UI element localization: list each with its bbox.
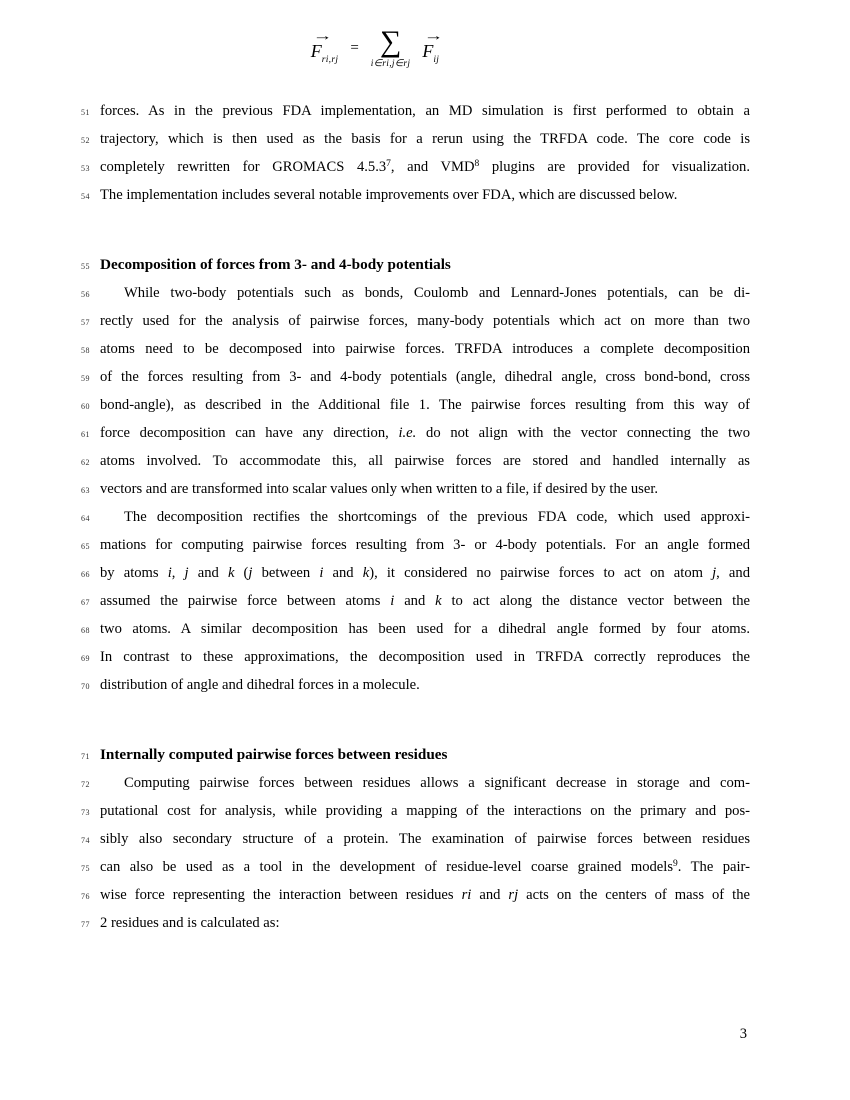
document-body <box>50 97 750 937</box>
line-number: 63 <box>81 486 90 495</box>
text-segment: sibly also secondary structure of a protein. The examination of pairwise forces between residues <box>100 831 750 847</box>
section-heading: Decomposition of forces from 3- and 4-body potentials <box>100 256 451 273</box>
text-line <box>100 391 750 419</box>
text-line <box>100 181 750 209</box>
text-line <box>100 825 750 853</box>
text-segment: vectors and are transformed into scalar values only when written to a file, if desired by the user. <box>100 481 659 497</box>
force-symbol: F <box>310 41 322 61</box>
text-segment: rectly used for the analysis of pairwise forces, many-body potentials which act on more than two <box>100 313 750 329</box>
vector-force-rhs <box>422 28 444 65</box>
page-number: 3 <box>739 1026 747 1042</box>
line-number: 72 <box>81 780 90 789</box>
italic-term: k <box>227 565 235 581</box>
text-row <box>50 853 750 881</box>
line-number: 66 <box>81 570 90 579</box>
text-line <box>100 279 750 307</box>
line-number: 59 <box>81 374 90 383</box>
text-row <box>50 97 750 125</box>
line-number: 67 <box>81 598 90 607</box>
summation <box>371 27 411 69</box>
text-row <box>50 531 750 559</box>
force-subscript: ij <box>433 55 440 65</box>
vector-arrow-icon: → <box>312 28 333 43</box>
text-row <box>50 475 750 503</box>
text-line <box>100 447 750 475</box>
text-segment: of the forces resulting from 3- and 4-body potentials (angle, dihedral angle, cross bond-bond, cross <box>100 369 750 385</box>
line-number: 70 <box>81 682 90 691</box>
text-segment: distribution of angle and dihedral forces in a molecule. <box>100 677 420 693</box>
line-number: 65 <box>81 542 90 551</box>
text-line <box>100 419 750 447</box>
text-line <box>100 797 750 825</box>
text-row <box>50 447 750 475</box>
text-segment: mations for computing pairwise forces resulting from 3- or 4-body potentials. For an angle formed <box>100 537 750 553</box>
line-number: 71 <box>81 752 90 761</box>
text-segment: ), it considered no pairwise forces to act on atom <box>369 565 713 581</box>
text-segment: and <box>471 887 509 903</box>
text-row <box>50 363 750 391</box>
italic-term: ri <box>461 887 472 903</box>
text-segment: acts on the centers of mass of the <box>518 887 750 903</box>
text-line <box>100 769 750 797</box>
heading-row <box>50 251 750 279</box>
italic-term: k <box>435 593 442 609</box>
line-number: 62 <box>81 458 90 467</box>
italic-term: j <box>184 565 189 581</box>
text-line <box>100 615 750 643</box>
text-segment: plugins are provided for visualization. <box>479 159 750 175</box>
line-number: 74 <box>81 836 90 845</box>
text-segment: wise force representing the interaction between residues <box>100 887 462 903</box>
italic-term: i.e. <box>398 425 417 441</box>
text-segment: can also be used as a tool in the development of residue-level coarse grained models <box>100 859 674 875</box>
text-segment: putational cost for analysis, while providing a mapping of the interactions on the primary and pos- <box>100 803 750 819</box>
text-segment: forces. As in the previous FDA implementation, an MD simulation is first performed to obtain a <box>100 103 750 119</box>
line-number: 75 <box>81 864 90 873</box>
line-number: 69 <box>81 654 90 663</box>
text-segment: In contrast to these approximations, the decomposition used in TRFDA correctly reproduces the <box>100 649 750 665</box>
text-line <box>100 503 750 531</box>
text-line <box>100 363 750 391</box>
equals-sign: = <box>350 39 359 56</box>
line-number: 56 <box>81 290 90 299</box>
line-number: 53 <box>81 164 90 173</box>
text-line <box>100 531 750 559</box>
text-line <box>100 153 750 181</box>
text-row <box>50 391 750 419</box>
vector-force-lhs <box>310 28 339 65</box>
text-line <box>100 909 750 937</box>
text-row <box>50 615 750 643</box>
text-segment: between <box>252 565 320 581</box>
text-row <box>50 797 750 825</box>
text-segment: 2 residues and is calculated as: <box>100 915 280 931</box>
text-row <box>50 671 750 699</box>
italic-term: k <box>362 565 370 581</box>
superscript-reference: 8 <box>474 159 480 169</box>
text-row <box>50 335 750 363</box>
text-segment: trajectory, which is then used as the basis for a rerun using the TRFDA code. The core code is <box>100 131 750 147</box>
text-segment: to act along the distance vector between the <box>441 593 750 609</box>
text-row <box>50 587 750 615</box>
text-segment: The implementation includes several notable improvements over FDA, which are discussed below. <box>100 187 678 203</box>
text-segment: , and VMD <box>390 159 475 175</box>
text-line <box>100 671 750 699</box>
text-line <box>100 97 750 125</box>
italic-term: rj <box>508 887 519 903</box>
text-line <box>100 587 750 615</box>
italic-term: j <box>712 565 717 581</box>
line-number: 68 <box>81 626 90 635</box>
text-segment: and <box>394 593 436 609</box>
text-segment: Computing pairwise forces between residues allows a significant decrease in storage and com- <box>124 775 750 791</box>
text-segment: and <box>188 565 228 581</box>
text-segment: ( <box>234 565 249 581</box>
superscript-reference: 9 <box>673 859 678 869</box>
text-segment: While two-body potentials such as bonds, Coulomb and Lennard-Jones potentials, can be di- <box>124 285 750 301</box>
text-line <box>100 475 750 503</box>
line-number: 54 <box>81 192 90 201</box>
text-row <box>50 125 750 153</box>
text-segment: atoms involved. To accommodate this, all pairwise forces are stored and handled internally as <box>100 453 750 469</box>
text-segment: . The pair- <box>677 859 750 875</box>
text-row <box>50 559 750 587</box>
line-number: 58 <box>81 346 90 355</box>
summation-limits: i∈ri,j∈rj <box>370 59 411 69</box>
italic-term: j <box>248 565 253 581</box>
line-number: 61 <box>81 430 90 439</box>
text-line <box>100 335 750 363</box>
text-row <box>50 825 750 853</box>
text-row <box>50 279 750 307</box>
text-row <box>50 769 750 797</box>
line-number: 52 <box>81 136 90 145</box>
text-row <box>50 307 750 335</box>
text-row <box>50 503 750 531</box>
text-segment: by atoms <box>100 565 168 581</box>
text-line <box>100 307 750 335</box>
text-segment: assumed the pairwise force between atoms <box>100 593 391 609</box>
text-line <box>100 881 750 909</box>
text-row <box>50 643 750 671</box>
italic-term: i <box>319 565 324 581</box>
line-number: 51 <box>81 108 90 117</box>
text-segment: , and <box>716 565 750 581</box>
line-number: 76 <box>81 892 90 901</box>
line-number: 73 <box>81 808 90 817</box>
text-line <box>100 125 750 153</box>
sigma-symbol: ∑ <box>379 25 402 58</box>
text-segment: and <box>323 565 363 581</box>
text-segment: bond-angle), as described in the Additional file 1. The pairwise forces resulting from this way of <box>100 397 750 413</box>
line-number: 77 <box>81 920 90 929</box>
text-segment: , <box>171 565 185 581</box>
italic-term: i <box>390 593 395 609</box>
superscript-reference: 7 <box>386 159 391 169</box>
line-number: 55 <box>81 262 90 271</box>
text-segment: completely rewritten for GROMACS 4.5.3 <box>100 159 387 175</box>
text-segment: do not align with the vector connecting the two <box>416 425 750 441</box>
equation-block <box>50 16 700 80</box>
text-segment: The decomposition rectifies the shortcomings of the previous FDA code, which used approxi- <box>124 509 750 525</box>
text-row <box>50 153 750 181</box>
force-subscript: ri,rj <box>321 55 339 65</box>
line-number: 57 <box>81 318 90 327</box>
text-row <box>50 881 750 909</box>
text-row <box>50 909 750 937</box>
vector-arrow-icon: → <box>424 28 444 43</box>
italic-term: i <box>167 565 172 581</box>
text-line <box>100 643 750 671</box>
force-symbol: F <box>422 41 434 61</box>
heading-row <box>50 741 750 769</box>
text-line <box>100 559 750 587</box>
line-number: 64 <box>81 514 90 523</box>
text-row <box>50 419 750 447</box>
section-heading: Internally computed pairwise forces between residues <box>100 746 448 763</box>
line-number: 60 <box>81 402 90 411</box>
text-line <box>100 853 750 881</box>
text-segment: two atoms. A similar decomposition has been used for a dihedral angle formed by four atoms. <box>100 621 750 637</box>
text-row <box>50 181 750 209</box>
text-segment: force decomposition can have any direction, <box>100 425 399 441</box>
text-segment: atoms need to be decomposed into pairwise forces. TRFDA introduces a complete decomposition <box>100 341 750 357</box>
